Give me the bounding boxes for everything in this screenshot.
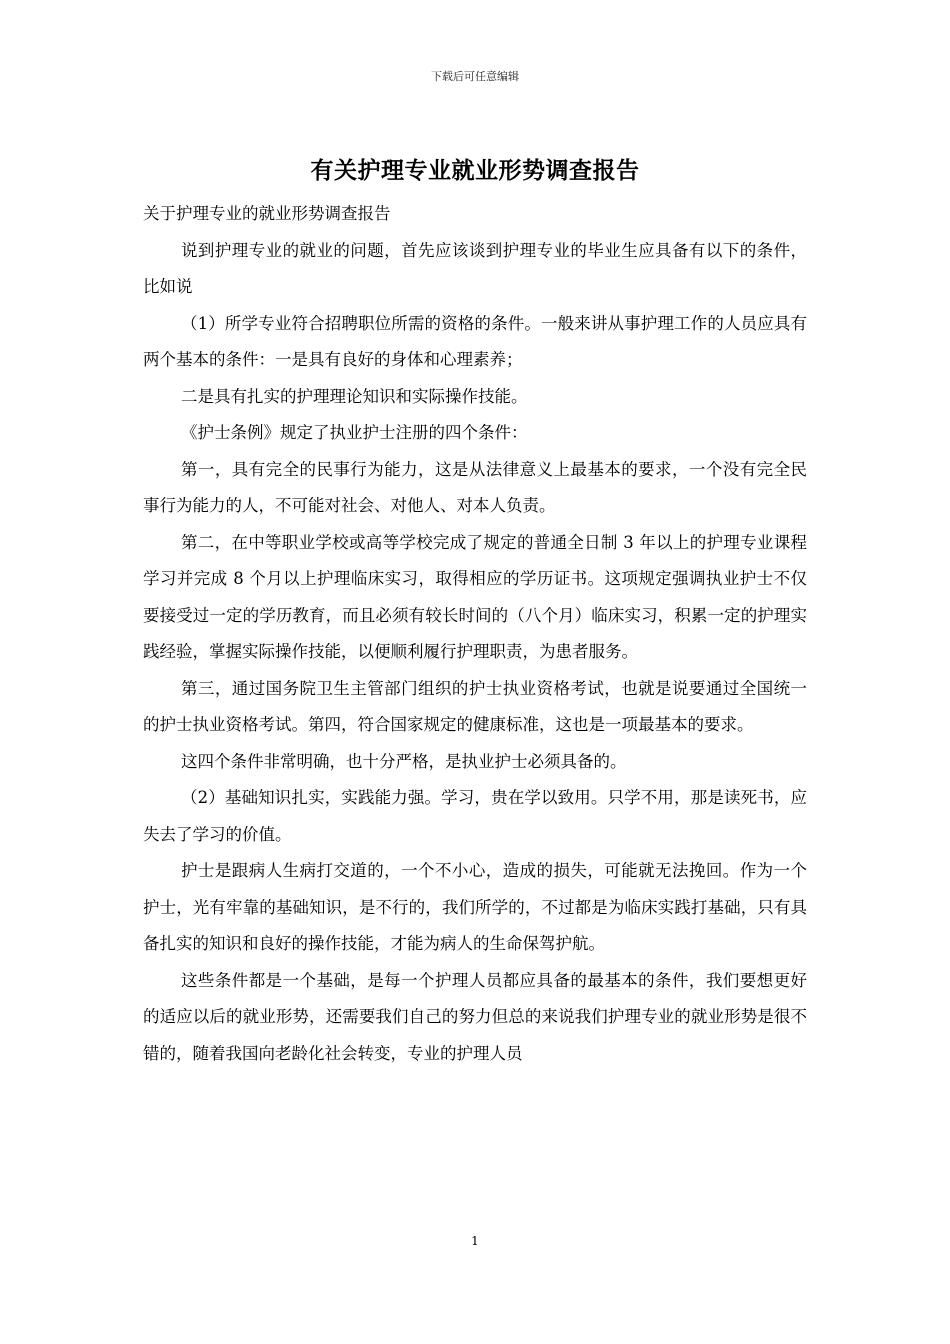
paragraph: 关于护理专业的就业形势调查报告 (143, 204, 391, 223)
paragraph: 第二，在中等职业学校或高等学校完成了规定的普通全日制 3 年以上的护理专业课程学习并完成 8 个月以上护理临床实习，取得相应的学历证书。这项规定强调执业护士不仅要接受过一定的学历教育，而且必须有较长时间的（八个月）临床实习，积累一定的护理实践经验，掌握实际操作技能，以便顺利履行护理职责，为患者服务。 (143, 532, 807, 661)
paragraph: （2）基础知识扎实，实践能力强。学习，贵在学以致用。只学不用，那是读死书，应失去了学习的价值。 (143, 788, 807, 844)
document-title: 有关护理专业就业形势调查报告 (310, 157, 640, 184)
paragraph: 这些条件都是一个基础，是每一个护理人员都应具备的最基本的条件，我们要想更好的适应以后的就业形势，还需要我们自己的努力但总的来说我们护理专业的就业形势是很不错的，随着我国向老龄化社会转变，专业的护理人员 (143, 970, 807, 1063)
paragraph: （1）所学专业符合招聘职位所需的资格的条件。一般来讲从事护理工作的人员应具有两个基本的条件：一是具有良好的身体和心理素养； (143, 313, 807, 369)
paragraph: 护士是跟病人生病打交道的，一个不小心，造成的损失，可能就无法挽回。作为一个护士，光有牢靠的基础知识，是不行的，我们所学的，不过都是为临床实践打基础，只有具备扎实的知识和良好的操作技能，才能为病人的生命保驾护航。 (143, 861, 807, 953)
paragraph: 《护士条例》规定了执业护士注册的四个条件： (181, 423, 528, 442)
paragraph: 说到护理专业的就业的问题，首先应该谈到护理专业的毕业生应具备有以下的条件，比如说 (143, 240, 807, 296)
document-body (143, 196, 807, 1072)
page-number: 1 (471, 1234, 479, 1248)
paragraph: 第一，具有完全的民事行为能力，这是从法律意义上最基本的要求，一个没有完全民事行为能力的人，不可能对社会、对他人、对本人负责。 (143, 459, 807, 515)
header-note: 下载后可任意编辑 (431, 70, 519, 83)
paragraph: 第三，通过国务院卫生主管部门组织的护士执业资格考试，也就是说要通过全国统一的护士执业资格考试。第四，符合国家规定的健康标准，这也是一项最基本的要求。 (143, 678, 807, 734)
paragraph: 这四个条件非常明确，也十分严格，是执业护士必须具备的。 (181, 751, 627, 771)
paragraph: 二是具有扎实的护理理论知识和实际操作技能。 (181, 386, 528, 406)
